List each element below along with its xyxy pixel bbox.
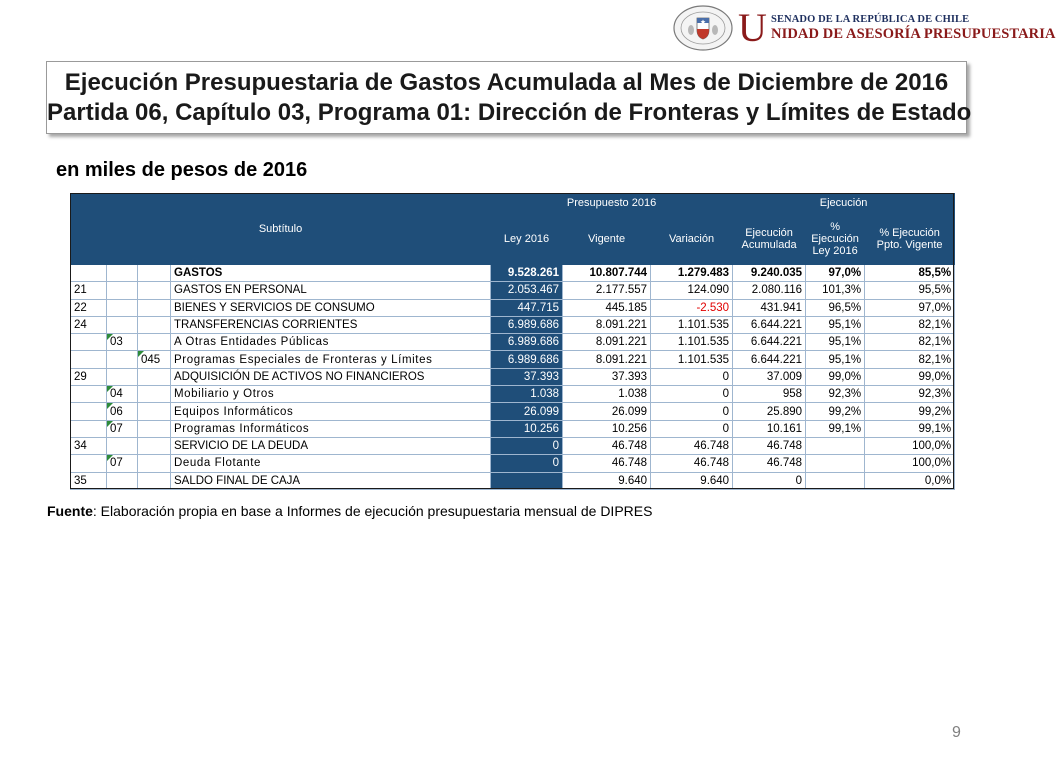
header-pct-vigente: % Ejecución Ppto. Vigente	[865, 213, 955, 265]
cell-pct-ley	[806, 386, 865, 403]
cell-sub	[71, 437, 107, 454]
cell-asig	[138, 299, 171, 316]
cell-text: 92,3%	[828, 388, 862, 401]
comment-flag-icon	[107, 403, 113, 409]
cell-desc	[171, 299, 491, 316]
cell-vigente	[563, 455, 651, 472]
cell-ejec	[733, 351, 806, 368]
cell-sub	[71, 472, 107, 489]
cell-desc	[171, 334, 491, 351]
cell-text: 124.090	[687, 284, 730, 297]
cell-text: 46.748	[611, 440, 648, 453]
cell-vigente	[563, 316, 651, 333]
title-line-2: Partida 06, Capítulo 03, Programa 01: Dirección de Fronteras y Límites de Estado	[47, 99, 972, 126]
cell-pct-ley	[806, 472, 865, 489]
cell-item	[107, 265, 138, 282]
cell-item	[107, 334, 138, 351]
cell-ejec	[733, 403, 806, 420]
cell-text: 22	[74, 301, 87, 314]
senado-seal-icon	[672, 4, 734, 52]
cell-text: 85,5%	[918, 267, 952, 280]
cell-item	[107, 455, 138, 472]
cell-pct-vig	[865, 299, 955, 316]
table-row	[71, 403, 955, 420]
cell-ley	[491, 420, 563, 437]
cell-text: 0	[552, 440, 560, 453]
cell-sub	[71, 420, 107, 437]
units-subtitle: en miles de pesos de 2016	[56, 159, 308, 181]
cell-ejec	[733, 472, 806, 489]
cell-text: 46.748	[693, 457, 730, 470]
table-row	[71, 299, 955, 316]
table-row	[71, 368, 955, 385]
cell-text: 07	[110, 457, 123, 470]
cell-text: 0,0%	[924, 474, 952, 487]
cell-pct-ley	[806, 334, 865, 351]
header-variacion: Variación	[651, 213, 733, 265]
cell-ley	[491, 265, 563, 282]
cell-text: ADQUISICIÓN DE ACTIVOS NO FINANCIEROS	[174, 370, 425, 383]
cell-text: 37.393	[611, 370, 648, 383]
cell-text: Mobiliario y Otros	[174, 388, 275, 401]
table-row	[71, 316, 955, 333]
cell-variacion	[651, 472, 733, 489]
cell-text: 07	[110, 422, 123, 435]
cell-text: 95,1%	[828, 353, 862, 366]
table-row	[71, 420, 955, 437]
cell-variacion	[651, 316, 733, 333]
cell-text: 34	[74, 440, 87, 453]
logo-unidad-text: NIDAD DE ASESORÍA PRESUPUESTARIA	[771, 26, 1056, 42]
cell-item	[107, 368, 138, 385]
cell-text: SERVICIO DE LA DEUDA	[174, 440, 308, 453]
cell-vigente	[563, 403, 651, 420]
cell-text: 045	[141, 353, 161, 366]
cell-ley	[491, 386, 563, 403]
cell-text: 6.989.686	[507, 319, 560, 332]
cell-text: 95,5%	[918, 284, 952, 297]
cell-text: 24	[74, 319, 87, 332]
cell-variacion	[651, 299, 733, 316]
cell-text: 04	[110, 388, 123, 401]
cell-text: 101,3%	[822, 284, 862, 297]
cell-variacion	[651, 334, 733, 351]
cell-pct-ley	[806, 282, 865, 299]
cell-item	[107, 351, 138, 368]
cell-text: 92,3%	[918, 388, 952, 401]
cell-asig	[138, 403, 171, 420]
cell-text: 6.644.221	[750, 319, 803, 332]
table-row	[71, 472, 955, 489]
cell-pct-ley	[806, 351, 865, 368]
cell-text: 46.748	[766, 440, 803, 453]
cell-desc	[171, 351, 491, 368]
cell-text: A Otras Entidades Públicas	[174, 336, 329, 349]
table-body	[71, 265, 955, 490]
cell-text: 10.807.744	[589, 267, 648, 280]
cell-vigente	[563, 472, 651, 489]
cell-item	[107, 403, 138, 420]
cell-ley	[491, 282, 563, 299]
cell-text: 2.053.467	[507, 284, 560, 297]
cell-pct-vig	[865, 420, 955, 437]
cell-text: 37.009	[766, 370, 803, 383]
table-row	[71, 265, 955, 282]
cell-ley	[491, 316, 563, 333]
cell-text: -2.530	[696, 301, 730, 314]
cell-desc	[171, 437, 491, 454]
cell-text: 6.989.686	[507, 353, 560, 366]
cell-vigente	[563, 265, 651, 282]
cell-item	[107, 282, 138, 299]
cell-ejec	[733, 282, 806, 299]
cell-variacion	[651, 282, 733, 299]
cell-ejec	[733, 334, 806, 351]
unidad-asesoria-logo	[672, 4, 1056, 52]
cell-text: 26.099	[523, 405, 560, 418]
cell-text: 95,1%	[828, 336, 862, 349]
cell-vigente	[563, 351, 651, 368]
cell-text: 99,0%	[918, 370, 952, 383]
cell-asig	[138, 437, 171, 454]
cell-text: TRANSFERENCIAS CORRIENTES	[174, 319, 358, 332]
cell-item	[107, 437, 138, 454]
cell-text: 46.748	[611, 457, 648, 470]
header-ejecucion: Ejecución	[733, 194, 955, 213]
cell-text: 99,1%	[828, 422, 862, 435]
cell-text: 0	[722, 388, 730, 401]
cell-text: 10.161	[766, 422, 803, 435]
comment-flag-icon	[107, 386, 113, 392]
cell-text: 03	[110, 336, 123, 349]
cell-variacion	[651, 403, 733, 420]
cell-asig	[138, 420, 171, 437]
header-ejecucion-acumulada: Ejecución Acumulada	[733, 213, 806, 265]
cell-text: 82,1%	[918, 336, 952, 349]
cell-asig	[138, 386, 171, 403]
cell-text: 99,1%	[918, 422, 952, 435]
cell-text: 0	[722, 405, 730, 418]
table-row	[71, 437, 955, 454]
cell-text: 6.644.221	[750, 336, 803, 349]
source-note	[47, 503, 652, 519]
cell-pct-vig	[865, 368, 955, 385]
cell-pct-ley	[806, 368, 865, 385]
cell-vigente	[563, 334, 651, 351]
cell-pct-ley	[806, 437, 865, 454]
cell-text: 6.989.686	[507, 336, 560, 349]
cell-text: 26.099	[611, 405, 648, 418]
title-box	[46, 61, 972, 134]
cell-text: 431.941	[760, 301, 803, 314]
cell-text: 82,1%	[918, 353, 952, 366]
cell-ejec	[733, 420, 806, 437]
cell-pct-ley	[806, 299, 865, 316]
source-text: : Elaboración propia en base a Informes de ejecución presupuestaria mensual de DIPRES	[92, 503, 653, 519]
comment-flag-icon	[107, 455, 113, 461]
cell-item	[107, 420, 138, 437]
source-label: Fuente	[47, 503, 93, 519]
cell-item	[107, 316, 138, 333]
cell-text: 10.256	[611, 422, 648, 435]
cell-text: 0	[795, 474, 803, 487]
page-number: 9	[952, 724, 961, 741]
budget-table	[70, 193, 955, 490]
cell-asig	[138, 265, 171, 282]
table-row	[71, 455, 955, 472]
cell-ejec	[733, 368, 806, 385]
cell-desc	[171, 455, 491, 472]
cell-desc	[171, 403, 491, 420]
cell-text: 46.748	[693, 440, 730, 453]
cell-variacion	[651, 368, 733, 385]
cell-text: 1.101.535	[677, 319, 730, 332]
cell-pct-vig	[865, 334, 955, 351]
cell-text: 9.640	[700, 474, 730, 487]
cell-text: 06	[110, 405, 123, 418]
cell-text: 46.748	[766, 457, 803, 470]
cell-sub	[71, 403, 107, 420]
cell-text: 1.101.535	[677, 336, 730, 349]
header-vigente: Vigente	[563, 213, 651, 265]
cell-ley	[491, 455, 563, 472]
cell-text: 1.038	[530, 388, 560, 401]
cell-text: 25.890	[766, 405, 803, 418]
cell-desc	[171, 316, 491, 333]
comment-flag-icon	[107, 421, 113, 427]
cell-asig	[138, 316, 171, 333]
cell-pct-ley	[806, 265, 865, 282]
cell-item	[107, 386, 138, 403]
cell-ejec	[733, 316, 806, 333]
cell-variacion	[651, 455, 733, 472]
cell-ejec	[733, 299, 806, 316]
cell-asig	[138, 351, 171, 368]
cell-text: 447.715	[517, 301, 560, 314]
cell-sub	[71, 386, 107, 403]
cell-text: 8.091.221	[595, 336, 648, 349]
cell-item	[107, 299, 138, 316]
cell-text: 95,1%	[828, 319, 862, 332]
cell-sub	[71, 282, 107, 299]
cell-pct-vig	[865, 437, 955, 454]
cell-text: 100,0%	[912, 457, 952, 470]
cell-text: Programas Especiales de Fronteras y Límites	[174, 353, 433, 366]
cell-text: 445.185	[605, 301, 648, 314]
cell-desc	[171, 420, 491, 437]
cell-text: 9.640	[618, 474, 648, 487]
cell-text: 0	[722, 370, 730, 383]
table-row	[71, 386, 955, 403]
cell-ley	[491, 334, 563, 351]
cell-text: 0	[552, 457, 560, 470]
cell-text: 2.177.557	[595, 284, 648, 297]
cell-text: 100,0%	[912, 440, 952, 453]
cell-text: GASTOS EN PERSONAL	[174, 284, 307, 297]
cell-text: Deuda Flotante	[174, 457, 262, 470]
cell-text: 0	[722, 422, 730, 435]
logo-initial: U	[738, 5, 767, 50]
cell-ejec	[733, 455, 806, 472]
cell-text: Equipos Informáticos	[174, 405, 294, 418]
cell-variacion	[651, 420, 733, 437]
cell-sub	[71, 299, 107, 316]
cell-ejec	[733, 265, 806, 282]
cell-item	[107, 472, 138, 489]
cell-asig	[138, 368, 171, 385]
cell-asig	[138, 282, 171, 299]
cell-text: 8.091.221	[595, 353, 648, 366]
cell-pct-ley	[806, 455, 865, 472]
cell-desc	[171, 368, 491, 385]
cell-text: 2.080.116	[751, 284, 803, 297]
cell-text: 82,1%	[918, 319, 952, 332]
table-row	[71, 351, 955, 368]
cell-ley	[491, 351, 563, 368]
cell-ley	[491, 472, 563, 489]
cell-text: BIENES Y SERVICIOS DE CONSUMO	[174, 301, 375, 314]
cell-sub	[71, 334, 107, 351]
cell-sub	[71, 455, 107, 472]
cell-text: 97,0%	[918, 301, 952, 314]
header-subtitulo: Subtítulo	[71, 194, 491, 265]
cell-pct-ley	[806, 403, 865, 420]
cell-text: 21	[74, 284, 87, 297]
cell-text: 97,0%	[828, 267, 862, 280]
table-row	[71, 282, 955, 299]
table-row	[71, 334, 955, 351]
cell-pct-vig	[865, 455, 955, 472]
cell-variacion	[651, 351, 733, 368]
comment-flag-icon	[138, 351, 144, 357]
header-ley: Ley 2016	[491, 213, 563, 265]
cell-text: 99,2%	[918, 405, 952, 418]
cell-text: GASTOS	[174, 267, 223, 280]
cell-ley	[491, 403, 563, 420]
cell-ley	[491, 299, 563, 316]
cell-vigente	[563, 386, 651, 403]
cell-text: 1.279.483	[677, 267, 730, 280]
cell-text: 1.038	[618, 388, 648, 401]
cell-ley	[491, 437, 563, 454]
cell-pct-ley	[806, 316, 865, 333]
cell-desc	[171, 386, 491, 403]
cell-vigente	[563, 299, 651, 316]
cell-vigente	[563, 368, 651, 385]
cell-pct-vig	[865, 316, 955, 333]
cell-variacion	[651, 265, 733, 282]
cell-vigente	[563, 420, 651, 437]
cell-variacion	[651, 386, 733, 403]
cell-asig	[138, 334, 171, 351]
cell-asig	[138, 472, 171, 489]
cell-pct-vig	[865, 386, 955, 403]
cell-text: SALDO FINAL DE CAJA	[174, 474, 301, 487]
cell-text: 99,2%	[828, 405, 862, 418]
title-line-1: Ejecución Presupuestaria de Gastos Acumulada al Mes de Diciembre de 2016	[64, 69, 949, 96]
cell-pct-vig	[865, 403, 955, 420]
header-presupuesto: Presupuesto 2016	[491, 194, 733, 213]
cell-vigente	[563, 282, 651, 299]
cell-pct-vig	[865, 282, 955, 299]
cell-pct-ley	[806, 420, 865, 437]
cell-text: 10.256	[523, 422, 560, 435]
cell-ejec	[733, 386, 806, 403]
cell-text: 958	[782, 388, 803, 401]
cell-sub	[71, 316, 107, 333]
cell-text: 9.528.261	[507, 267, 560, 280]
cell-ley	[491, 368, 563, 385]
cell-text: 9.240.035	[750, 267, 803, 280]
cell-text: 35	[74, 474, 87, 487]
cell-asig	[138, 455, 171, 472]
cell-sub	[71, 368, 107, 385]
cell-text: 99,0%	[828, 370, 862, 383]
header-pct-ley: % Ejecución Ley 2016	[806, 213, 865, 265]
cell-desc	[171, 472, 491, 489]
cell-pct-vig	[865, 265, 955, 282]
cell-vigente	[563, 437, 651, 454]
comment-flag-icon	[107, 334, 113, 340]
cell-text: Programas Informáticos	[174, 422, 310, 435]
cell-desc	[171, 282, 491, 299]
cell-desc	[171, 265, 491, 282]
cell-variacion	[651, 437, 733, 454]
cell-pct-vig	[865, 472, 955, 489]
cell-text: 29	[74, 370, 87, 383]
cell-text: 96,5%	[828, 301, 862, 314]
logo-senado-text: SENADO DE LA REPÚBLICA DE CHILE	[771, 14, 970, 25]
cell-sub	[71, 351, 107, 368]
cell-text: 1.101.535	[677, 353, 730, 366]
cell-pct-vig	[865, 351, 955, 368]
cell-text: 37.393	[523, 370, 560, 383]
cell-text: 6.644.221	[750, 353, 803, 366]
cell-text: 8.091.221	[595, 319, 648, 332]
cell-sub	[71, 265, 107, 282]
cell-ejec	[733, 437, 806, 454]
